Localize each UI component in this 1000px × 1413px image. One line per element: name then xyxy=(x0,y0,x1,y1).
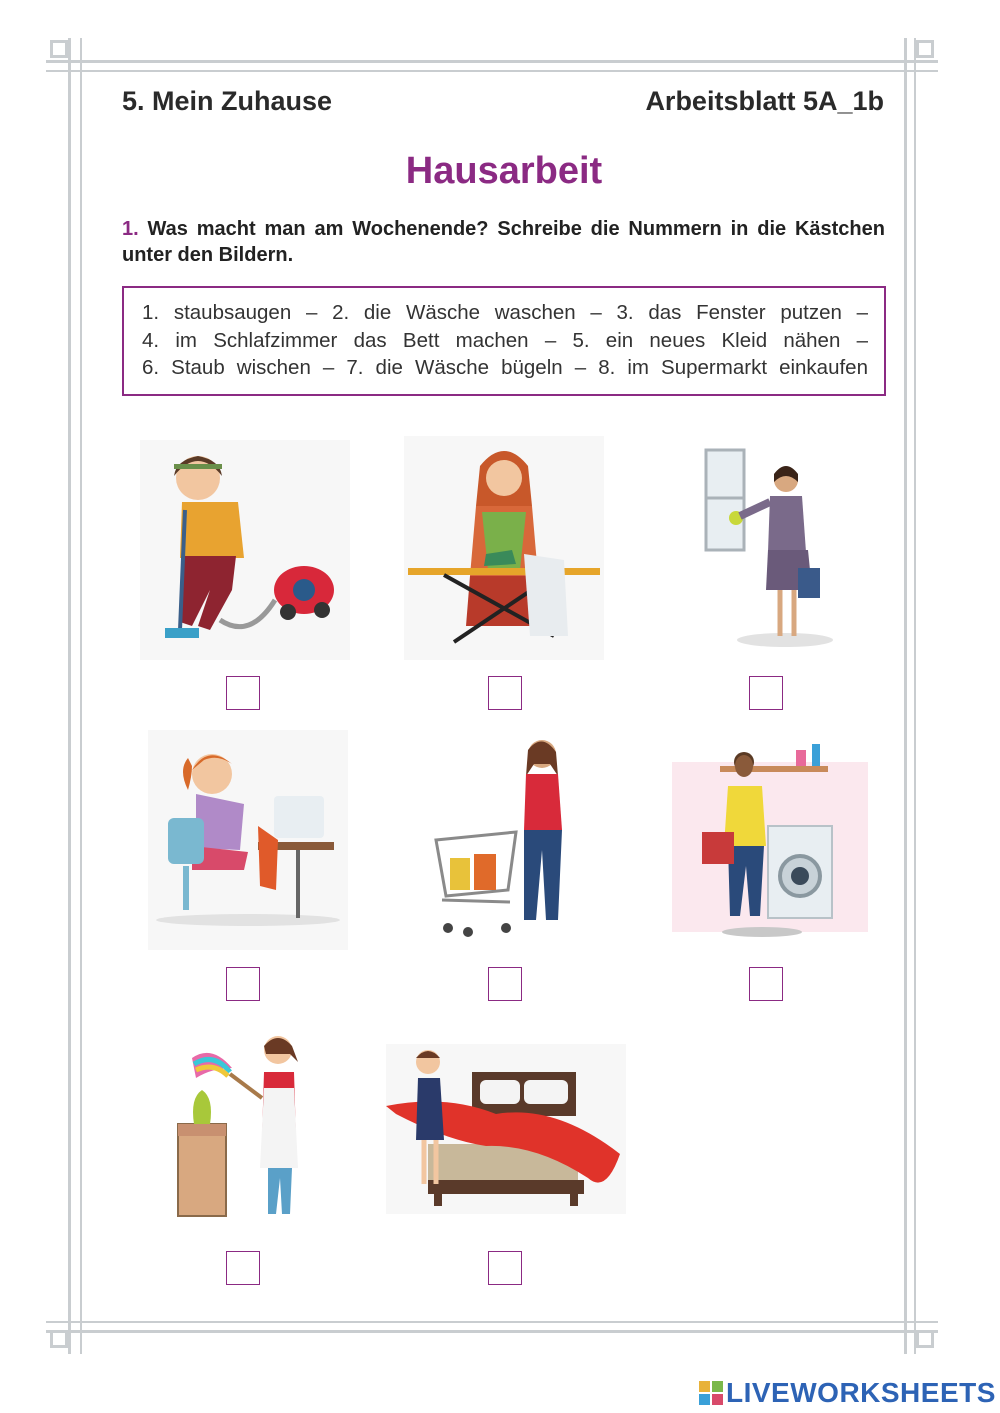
liveworksheets-logo-icon xyxy=(698,1380,724,1406)
sewing-woman-illustration xyxy=(148,730,348,950)
answer-box-dusting[interactable] xyxy=(226,1251,260,1285)
task-number: 1. xyxy=(122,218,139,240)
window-cleaning-woman-illustration xyxy=(690,440,840,650)
page-title: Hausarbeit xyxy=(405,150,603,192)
answer-box-shopping[interactable] xyxy=(488,967,522,1001)
ironing-woman-illustration xyxy=(404,436,604,660)
word-bank-line: 6. Staub wischen – 7. die Wäsche bügeln – 8. im Supermarkt einkaufen xyxy=(142,356,868,379)
worksheet-id: Arbeitsblatt 5A_1b xyxy=(645,86,884,116)
answer-box-sewing[interactable] xyxy=(226,967,260,1001)
answer-box-laundry[interactable] xyxy=(749,967,783,1001)
liveworksheets-logo xyxy=(698,1378,996,1408)
answer-box-ironing[interactable] xyxy=(488,676,522,710)
bed-making-child-illustration xyxy=(386,1044,626,1214)
word-bank-line: 1. staubsaugen – 2. die Wäsche waschen – 3. das Fenster putzen – xyxy=(142,301,868,324)
answer-box-bed[interactable] xyxy=(488,1251,522,1285)
answer-box-window[interactable] xyxy=(749,676,783,710)
task-text: Was macht man am Wochenende? Schreibe die Nummern in die Kästchen unter den Bildern. xyxy=(122,218,885,266)
vacuuming-woman-illustration xyxy=(140,440,350,660)
shopping-cart-woman-illustration xyxy=(420,730,590,950)
laundry-woman-illustration xyxy=(672,736,868,942)
word-bank xyxy=(122,286,886,396)
dusting-woman-illustration xyxy=(172,1028,312,1224)
task-instruction xyxy=(122,216,885,268)
unit-title: 5. Mein Zuhause xyxy=(122,86,333,116)
answer-box-vacuuming[interactable] xyxy=(226,676,260,710)
logo-text: LIVEWORKSHEETS xyxy=(726,1377,996,1408)
word-bank-line: 4. im Schlafzimmer das Bett machen – 5. ein neues Kleid nähen – xyxy=(142,329,868,352)
